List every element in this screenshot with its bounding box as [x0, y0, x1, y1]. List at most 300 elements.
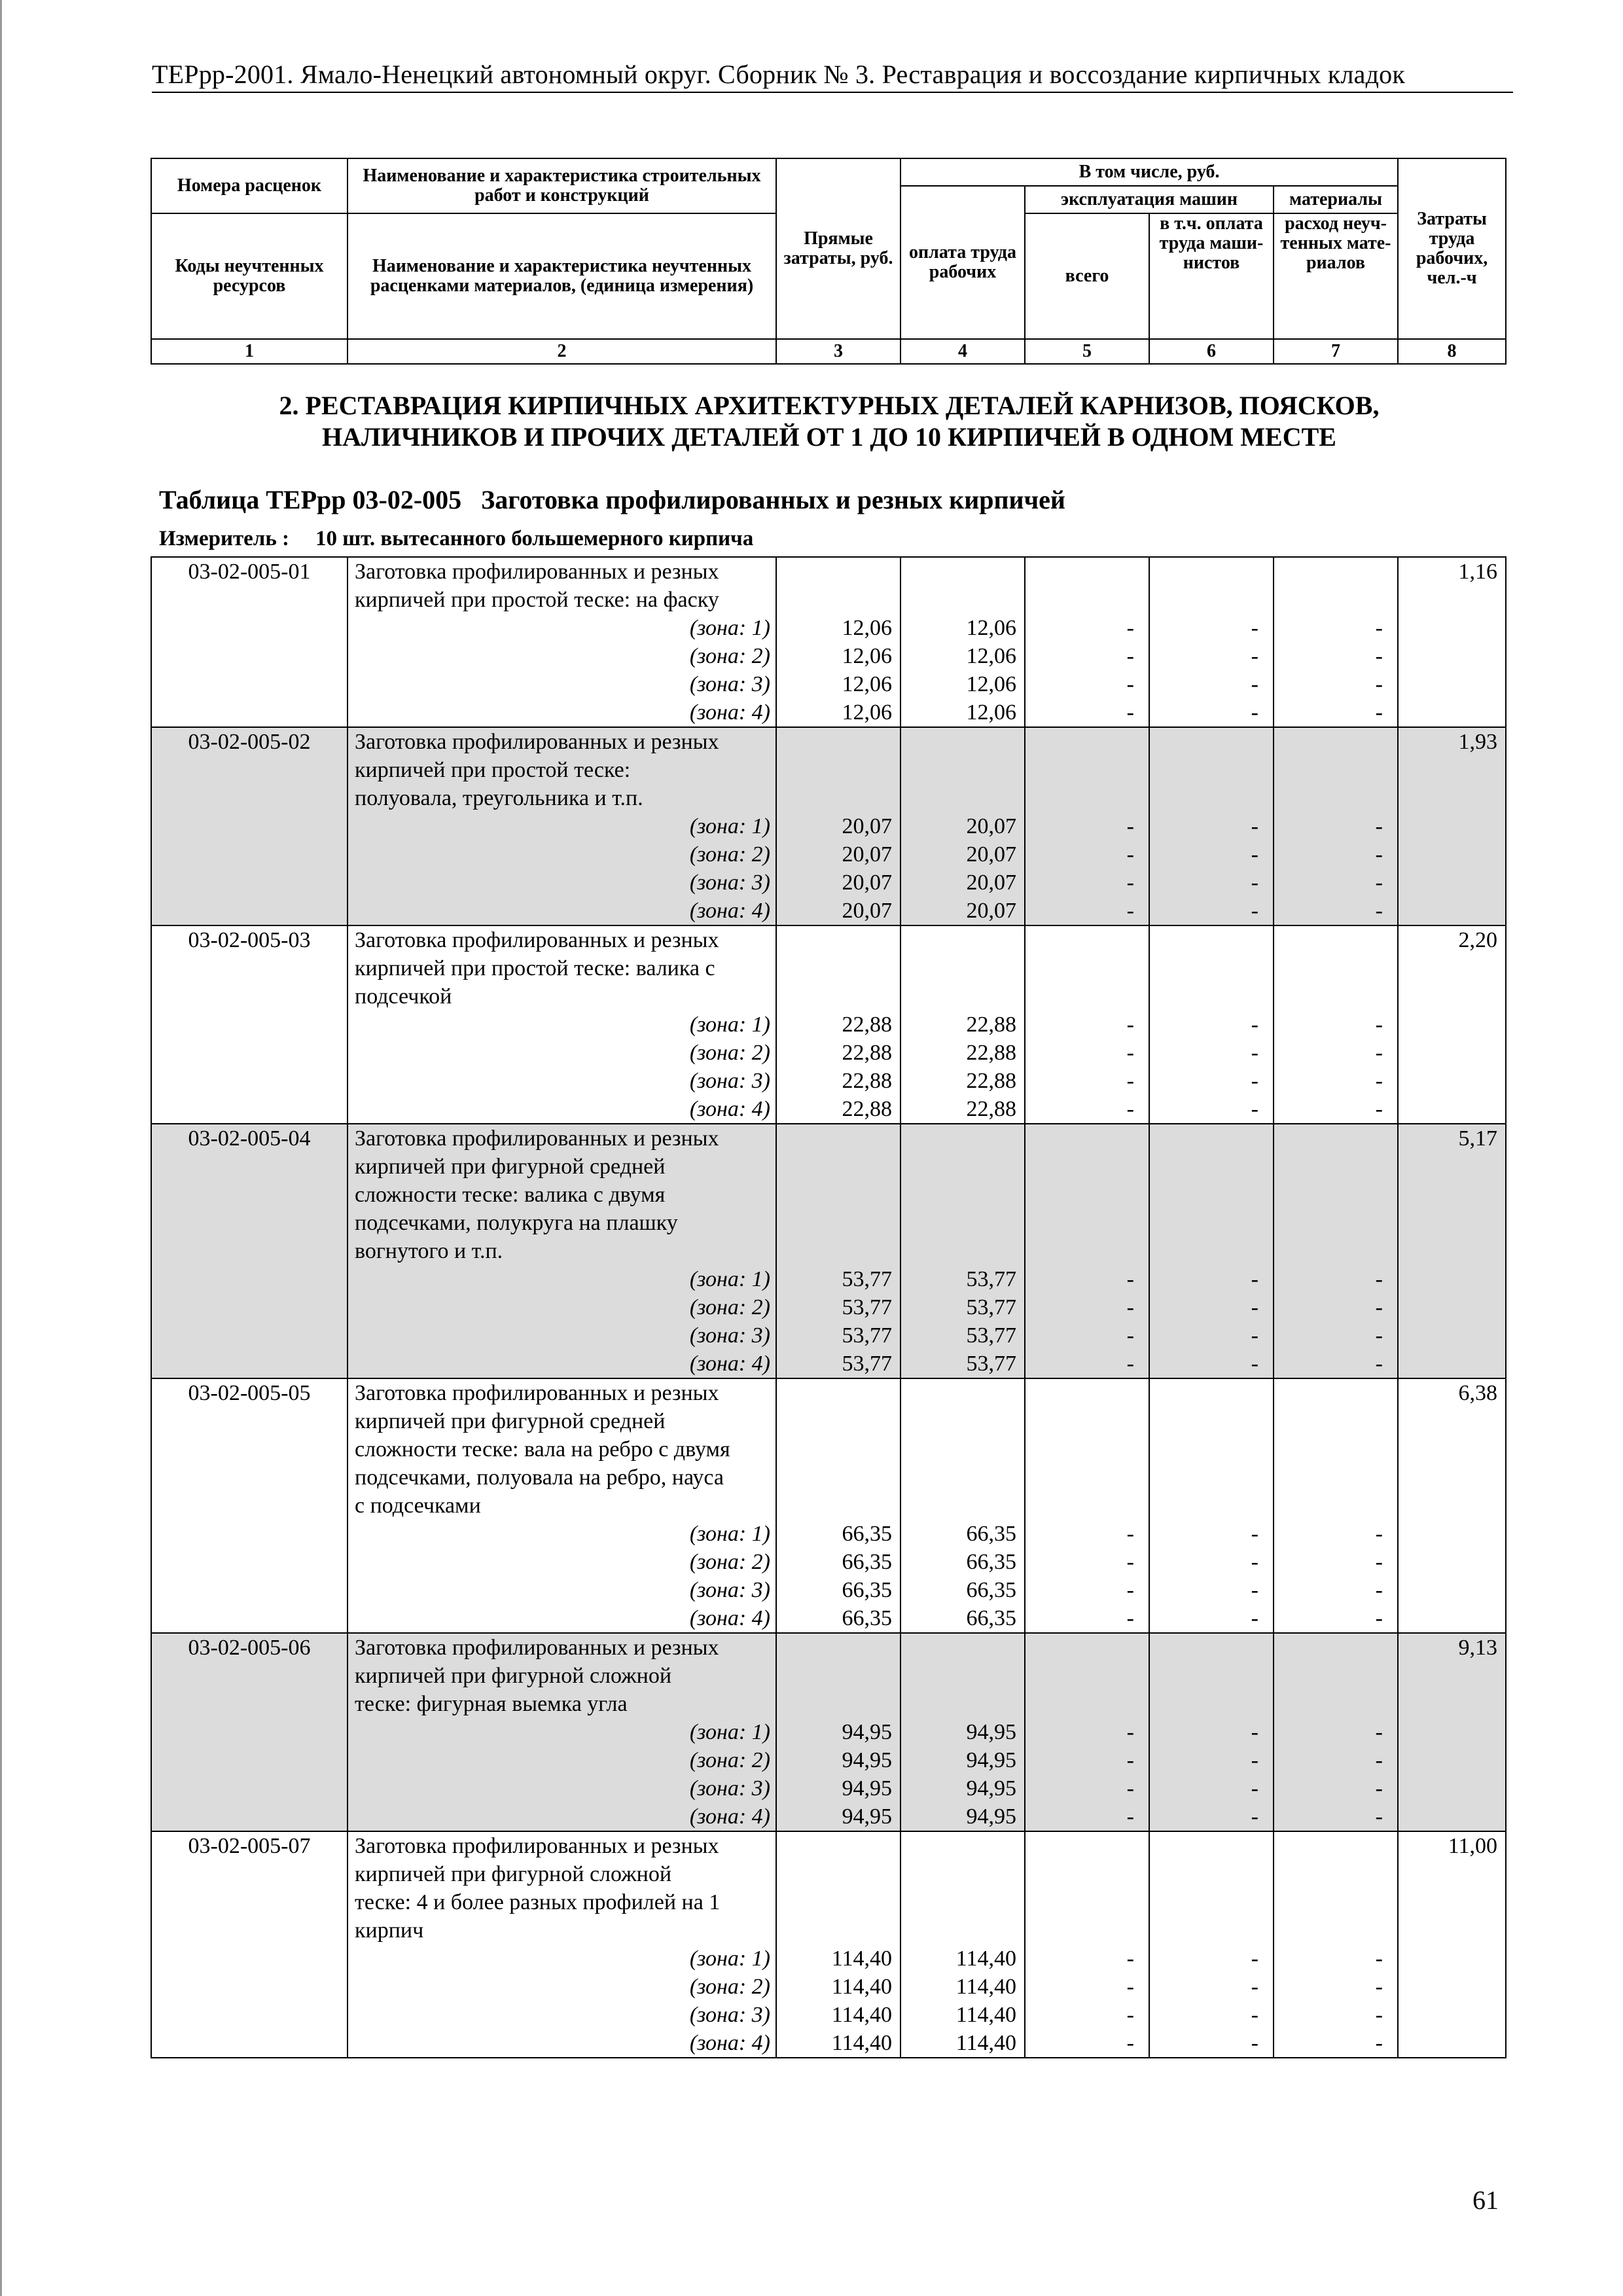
rate-name-line: подсечкой: [355, 984, 452, 1009]
direct-cost-value: 114,40: [831, 1946, 892, 1971]
machines-total-value: -: [1126, 1776, 1134, 1801]
machines-total-value: -: [1126, 1295, 1134, 1319]
rate-code-text: 03-02-005-02: [188, 730, 311, 754]
rate-group: [151, 727, 1506, 925]
labor-pay-value: 53,77: [966, 1352, 1016, 1376]
labor-pay-value: 66,35: [966, 1606, 1016, 1630]
header-v-t-ch: в т.ч. оплата труда маши-нистов: [1149, 213, 1274, 339]
header-pryamye: Прямые затраты, руб.: [776, 158, 901, 339]
spacer: [777, 1379, 892, 1407]
rate-name-line: теске: 4 и более разных профилей на 1: [355, 1890, 721, 1914]
spacer: [1026, 1153, 1134, 1181]
rate-name-line: Заготовка профилированных и резных: [355, 730, 719, 754]
header-materialy: материалы: [1274, 186, 1398, 213]
labor-pay: [901, 727, 1025, 925]
spacer: [1150, 1463, 1258, 1492]
machines-total-value: -: [1126, 1097, 1134, 1121]
materials-value: -: [1375, 1295, 1383, 1319]
spacer: [1150, 1690, 1258, 1718]
machines-total-value: -: [1126, 1522, 1134, 1546]
materials: [1274, 1633, 1398, 1831]
rate-name-line: Заготовка профилированных и резных: [355, 928, 719, 952]
labor-pay-value: 22,88: [966, 1097, 1016, 1121]
spacer: [777, 586, 892, 614]
labor-pay: [901, 1831, 1025, 2058]
labor-hours: [1398, 557, 1506, 727]
spacer: [1026, 1237, 1134, 1265]
zone-label: (зона: 4): [689, 899, 770, 923]
labor-pay-value: 12,06: [966, 616, 1016, 640]
machines-total-value: -: [1126, 1550, 1134, 1574]
zone-label: (зона: 2): [689, 1041, 770, 1065]
header-kody: Коды неучтенных ресурсов: [151, 213, 348, 339]
spacer: [777, 1888, 892, 1916]
rate-name: [348, 557, 776, 727]
rate-code: [151, 727, 348, 925]
zone-label: (зона: 4): [689, 700, 770, 725]
machinist-pay-value: -: [1251, 2003, 1258, 2027]
materials-value: -: [1375, 814, 1383, 838]
spacer: [1026, 784, 1134, 812]
materials-value: -: [1375, 616, 1383, 640]
machinist-pay: [1149, 1633, 1274, 1831]
spacer: [1150, 1492, 1258, 1520]
machinist-pay-value: -: [1251, 616, 1258, 640]
labor-pay-value: 20,07: [966, 870, 1016, 895]
spacer: [901, 1662, 1016, 1690]
zone-label: (зона: 3): [689, 870, 770, 895]
rate-code: [151, 1633, 348, 1831]
materials-value: -: [1375, 672, 1383, 696]
machines-total-value: -: [1126, 2003, 1134, 2027]
rate-name-line: подсечками, полукруга на плашку: [355, 1211, 678, 1235]
rates-table: [151, 556, 1507, 2058]
spacer: [1026, 1463, 1134, 1492]
rate-name-line: Заготовка профилированных и резных: [355, 1126, 719, 1151]
header-oplata-truda: оплата труда рабочих: [901, 186, 1025, 339]
machines-total-value: -: [1126, 672, 1134, 696]
materials-value: -: [1375, 870, 1383, 895]
labor-pay: [901, 1124, 1025, 1378]
rate-code-text: 03-02-005-04: [188, 1126, 311, 1151]
rate-code-text: 03-02-005-05: [188, 1381, 311, 1405]
labor-pay-value: 66,35: [966, 1578, 1016, 1602]
labor-pay-value: 20,07: [966, 842, 1016, 867]
spacer: [1274, 1153, 1383, 1181]
spacer: [1150, 982, 1258, 1011]
machinist-pay-value: -: [1251, 1946, 1258, 1971]
rate-name-line: кирпич: [355, 1918, 424, 1943]
machines-total-value: -: [1126, 616, 1134, 640]
rate-code: [151, 557, 348, 727]
machinist-pay-value: -: [1251, 1295, 1258, 1319]
direct-cost-value: 53,77: [842, 1267, 892, 1291]
machines-total-value: -: [1126, 1804, 1134, 1829]
materials: [1274, 727, 1398, 925]
machines-total-value: -: [1126, 1069, 1134, 1093]
spacer: [1026, 1690, 1134, 1718]
rate-code-text: 03-02-005-07: [188, 1834, 311, 1858]
spacer: [1274, 1237, 1383, 1265]
labor-hours-value: 1,16: [1458, 560, 1497, 584]
spacer: [1026, 1492, 1134, 1520]
spacer: [1274, 1407, 1383, 1435]
direct-cost-value: 66,35: [842, 1522, 892, 1546]
rate-name-line: кирпичей при фигурной средней: [355, 1155, 666, 1179]
direct-cost-value: 12,06: [842, 672, 892, 696]
zone-label: (зона: 1): [689, 1013, 770, 1037]
materials-value: -: [1375, 1804, 1383, 1829]
spacer: [1150, 1832, 1258, 1860]
direct-cost-value: 114,40: [831, 2003, 892, 2027]
spacer: [1026, 1916, 1134, 1945]
materials-value: -: [1375, 1267, 1383, 1291]
measure-unit: [159, 527, 753, 551]
materials-value: -: [1375, 2003, 1383, 2027]
spacer: [1274, 1124, 1383, 1153]
rate-code: [151, 1831, 348, 2058]
spacer: [777, 1916, 892, 1945]
machinist-pay: [1149, 1124, 1274, 1378]
rate-name-line: кирпичей при простой теске: на фаску: [355, 588, 719, 612]
spacer: [1150, 926, 1258, 954]
spacer: [1274, 586, 1383, 614]
direct-cost-value: 12,06: [842, 644, 892, 668]
direct-cost-value: 22,88: [842, 1013, 892, 1037]
machinist-pay-value: -: [1251, 1352, 1258, 1376]
direct-cost-value: 22,88: [842, 1097, 892, 1121]
rate-group: [151, 1124, 1506, 1378]
spacer: [1274, 1832, 1383, 1860]
direct-cost: [776, 1124, 901, 1378]
zone-label: (зона: 4): [689, 1606, 770, 1630]
spacer: [1274, 728, 1383, 756]
spacer: [901, 1832, 1016, 1860]
spacer: [1274, 1690, 1383, 1718]
labor-pay-value: 12,06: [966, 700, 1016, 725]
spacer: [1274, 1860, 1383, 1888]
spacer: [777, 1463, 892, 1492]
table-row: [151, 1124, 1506, 1378]
materials-value: -: [1375, 1946, 1383, 1971]
spacer: [901, 558, 1016, 586]
labor-hours-value: 11,00: [1448, 1834, 1497, 1858]
materials-value: -: [1375, 1550, 1383, 1574]
materials-value: -: [1375, 1776, 1383, 1801]
labor-pay-value: 94,95: [966, 1804, 1016, 1829]
table-title: [159, 484, 1065, 515]
machinist-pay: [1149, 925, 1274, 1124]
machinist-pay-value: -: [1251, 1578, 1258, 1602]
materials-value: -: [1375, 1522, 1383, 1546]
materials-value: -: [1375, 1013, 1383, 1037]
spacer: [1150, 1407, 1258, 1435]
machines-total-value: -: [1126, 870, 1134, 895]
spacer: [901, 1435, 1016, 1463]
spacer: [901, 1209, 1016, 1237]
materials-value: -: [1375, 842, 1383, 867]
spacer: [1274, 1888, 1383, 1916]
spacer: [901, 728, 1016, 756]
machines-total-value: -: [1126, 1975, 1134, 1999]
rate-name-line: подсечками, полуовала на ребро, науса: [355, 1465, 724, 1490]
spacer: [1026, 756, 1134, 784]
machines-total-value: -: [1126, 1748, 1134, 1772]
zone-label: (зона: 1): [689, 616, 770, 640]
machinist-pay-value: -: [1251, 1748, 1258, 1772]
labor-hours: [1398, 1124, 1506, 1378]
labor-pay-value: 114,40: [955, 2031, 1016, 2055]
labor-pay-value: 114,40: [955, 2003, 1016, 2027]
machinist-pay-value: -: [1251, 842, 1258, 867]
spacer: [901, 1237, 1016, 1265]
direct-cost-value: 12,06: [842, 700, 892, 725]
spacer: [1150, 586, 1258, 614]
col-number-2: 2: [348, 339, 776, 364]
materials-value: -: [1375, 700, 1383, 725]
spacer: [1150, 1916, 1258, 1945]
rate-code: [151, 1378, 348, 1633]
machines-total-value: -: [1126, 842, 1134, 867]
materials: [1274, 557, 1398, 727]
direct-cost-value: 22,88: [842, 1069, 892, 1093]
table-code: Таблица ТЕРрр 03-02-005: [159, 485, 462, 514]
zone-label: (зона: 3): [689, 1069, 770, 1093]
col-number-3: 3: [776, 339, 901, 364]
machines-total-value: -: [1126, 644, 1134, 668]
materials-value: -: [1375, 1323, 1383, 1348]
machines-total-value: -: [1126, 899, 1134, 923]
direct-cost-value: 114,40: [831, 2031, 892, 2055]
zone-label: (зона: 1): [689, 814, 770, 838]
header-zatraty-truda: Затраты труда рабочих, чел.-ч: [1398, 158, 1506, 339]
col-number-6: 6: [1149, 339, 1274, 364]
labor-pay-value: 53,77: [966, 1323, 1016, 1348]
machinist-pay-value: -: [1251, 644, 1258, 668]
labor-pay-value: 94,95: [966, 1748, 1016, 1772]
labor-hours: [1398, 1633, 1506, 1831]
direct-cost-value: 53,77: [842, 1323, 892, 1348]
labor-hours: [1398, 1378, 1506, 1633]
spacer: [1274, 1379, 1383, 1407]
spacer: [1026, 586, 1134, 614]
spacer: [901, 756, 1016, 784]
spacer: [1274, 1435, 1383, 1463]
header-nomera-rascenok: Номера расценок: [151, 158, 348, 213]
materials-value: -: [1375, 899, 1383, 923]
spacer: [777, 1181, 892, 1209]
measure-value: 10 шт. вытесанного большемерного кирпича: [315, 527, 754, 550]
labor-hours-value: 6,38: [1458, 1381, 1497, 1405]
rate-code-text: 03-02-005-06: [188, 1636, 311, 1660]
machinist-pay-value: -: [1251, 870, 1258, 895]
labor-pay-value: 22,88: [966, 1069, 1016, 1093]
labor-pay-value: 12,06: [966, 672, 1016, 696]
spacer: [901, 1153, 1016, 1181]
spacer: [1026, 1662, 1134, 1690]
materials-value: -: [1375, 1097, 1383, 1121]
machines-total-value: -: [1126, 2031, 1134, 2055]
spacer: [1150, 1124, 1258, 1153]
materials: [1274, 1124, 1398, 1378]
labor-pay-value: 20,07: [966, 899, 1016, 923]
direct-cost-value: 12,06: [842, 616, 892, 640]
section-title-line-1: 2. РЕСТАВРАЦИЯ КИРПИЧНЫХ АРХИТЕКТУРНЫХ ДЕТАЛЕЙ КАРНИЗОВ, ПОЯСКОВ,: [279, 391, 1380, 420]
direct-cost-value: 20,07: [842, 899, 892, 923]
spacer: [777, 1832, 892, 1860]
spacer: [901, 1888, 1016, 1916]
direct-cost: [776, 1831, 901, 2058]
rate-name-line: сложности теске: валика с двумя: [355, 1183, 666, 1207]
spacer: [777, 1435, 892, 1463]
machinist-pay-value: -: [1251, 1975, 1258, 1999]
materials: [1274, 925, 1398, 1124]
labor-pay: [901, 1633, 1025, 1831]
machinist-pay: [1149, 557, 1274, 727]
spacer: [901, 1181, 1016, 1209]
machines-total: [1025, 1378, 1149, 1633]
spacer: [1026, 1209, 1134, 1237]
spacer: [1274, 784, 1383, 812]
direct-cost-value: 66,35: [842, 1550, 892, 1574]
rate-name-line: кирпичей при фигурной средней: [355, 1409, 666, 1433]
table-row: [151, 1831, 1506, 2058]
table-row: [151, 1633, 1506, 1831]
spacer: [1274, 756, 1383, 784]
spacer: [901, 586, 1016, 614]
spacer: [777, 756, 892, 784]
labor-pay-value: 114,40: [955, 1946, 1016, 1971]
spacer: [777, 1662, 892, 1690]
spacer: [1150, 1435, 1258, 1463]
machines-total-value: -: [1126, 1720, 1134, 1744]
rate-group: [151, 1378, 1506, 1633]
spacer: [1150, 1379, 1258, 1407]
zone-label: (зона: 2): [689, 1748, 770, 1772]
spacer: [1026, 1888, 1134, 1916]
direct-cost-value: 53,77: [842, 1352, 892, 1376]
page-edge-line: [0, 0, 2, 2296]
spacer: [1150, 1662, 1258, 1690]
machines-total-value: -: [1126, 1013, 1134, 1037]
machinist-pay-value: -: [1251, 700, 1258, 725]
labor-pay-value: 53,77: [966, 1267, 1016, 1291]
rate-name: [348, 1124, 776, 1378]
machines-total-value: -: [1126, 1041, 1134, 1065]
rate-code-text: 03-02-005-01: [188, 560, 311, 584]
header-raskhod: расход неуч-тенных мате-риалов: [1274, 213, 1398, 339]
zone-label: (зона: 4): [689, 1804, 770, 1829]
direct-cost-value: 66,35: [842, 1578, 892, 1602]
spacer: [1274, 982, 1383, 1011]
zone-label: (зона: 3): [689, 2003, 770, 2027]
col-number-1: 1: [151, 339, 348, 364]
machinist-pay-value: -: [1251, 1013, 1258, 1037]
spacer: [777, 982, 892, 1011]
header-vsego: всего: [1025, 213, 1149, 339]
labor-pay-value: 66,35: [966, 1550, 1016, 1574]
spacer: [1274, 1916, 1383, 1945]
spacer: [901, 1634, 1016, 1662]
rate-name-line: Заготовка профилированных и резных: [355, 1834, 719, 1858]
spacer: [1026, 954, 1134, 982]
spacer: [777, 926, 892, 954]
spacer: [901, 1916, 1016, 1945]
rate-name-line: Заготовка профилированных и резных: [355, 1381, 719, 1405]
spacer: [1026, 1860, 1134, 1888]
machines-total: [1025, 727, 1149, 925]
rate-name-line: кирпичей при фигурной сложной: [355, 1664, 672, 1688]
labor-pay: [901, 1378, 1025, 1633]
spacer: [901, 1463, 1016, 1492]
rate-group: [151, 1831, 1506, 2058]
zone-label: (зона: 3): [689, 1776, 770, 1801]
spacer: [901, 1690, 1016, 1718]
machinist-pay-value: -: [1251, 1041, 1258, 1065]
table-row: [151, 925, 1506, 1124]
spacer: [777, 954, 892, 982]
rate-code: [151, 925, 348, 1124]
machines-total-value: -: [1126, 1352, 1134, 1376]
rate-name-line: с подсечками: [355, 1494, 481, 1518]
zone-label: (зона: 2): [689, 842, 770, 867]
spacer: [1026, 1407, 1134, 1435]
labor-pay: [901, 557, 1025, 727]
direct-cost-value: 22,88: [842, 1041, 892, 1065]
direct-cost: [776, 1633, 901, 1831]
section-title: [152, 390, 1507, 453]
column-header-table: [151, 158, 1507, 365]
spacer: [1150, 954, 1258, 982]
rate-name-line: сложности теске: вала на ребро с двумя: [355, 1437, 730, 1462]
direct-cost-value: 94,95: [842, 1804, 892, 1829]
rate-name-line: теске: фигурная выемка угла: [355, 1692, 628, 1716]
labor-pay-value: 20,07: [966, 814, 1016, 838]
labor-hours-value: 9,13: [1458, 1636, 1497, 1660]
page-number: 61: [1472, 2185, 1499, 2215]
spacer: [777, 1634, 892, 1662]
machinist-pay-value: -: [1251, 1069, 1258, 1093]
labor-pay-value: 22,88: [966, 1041, 1016, 1065]
labor-pay: [901, 925, 1025, 1124]
materials-value: -: [1375, 1748, 1383, 1772]
table-row: [151, 557, 1506, 727]
spacer: [901, 1124, 1016, 1153]
spacer: [1150, 1634, 1258, 1662]
col-number-4: 4: [901, 339, 1025, 364]
table-row: [151, 727, 1506, 925]
labor-pay-value: 94,95: [966, 1720, 1016, 1744]
spacer: [1026, 982, 1134, 1011]
spacer: [901, 1379, 1016, 1407]
direct-cost-value: 53,77: [842, 1295, 892, 1319]
rate-name-line: вогнутого и т.п.: [355, 1239, 503, 1263]
zone-label: (зона: 2): [689, 1975, 770, 1999]
materials-value: -: [1375, 1606, 1383, 1630]
machinist-pay-value: -: [1251, 899, 1258, 923]
spacer: [1026, 728, 1134, 756]
spacer: [1274, 558, 1383, 586]
machines-total-value: -: [1126, 1323, 1134, 1348]
rate-name: [348, 1633, 776, 1831]
spacer: [901, 1492, 1016, 1520]
machines-total: [1025, 1633, 1149, 1831]
materials-value: -: [1375, 1069, 1383, 1093]
zone-label: (зона: 2): [689, 1550, 770, 1574]
direct-cost-value: 94,95: [842, 1720, 892, 1744]
rate-code: [151, 1124, 348, 1378]
machines-total-value: -: [1126, 1267, 1134, 1291]
